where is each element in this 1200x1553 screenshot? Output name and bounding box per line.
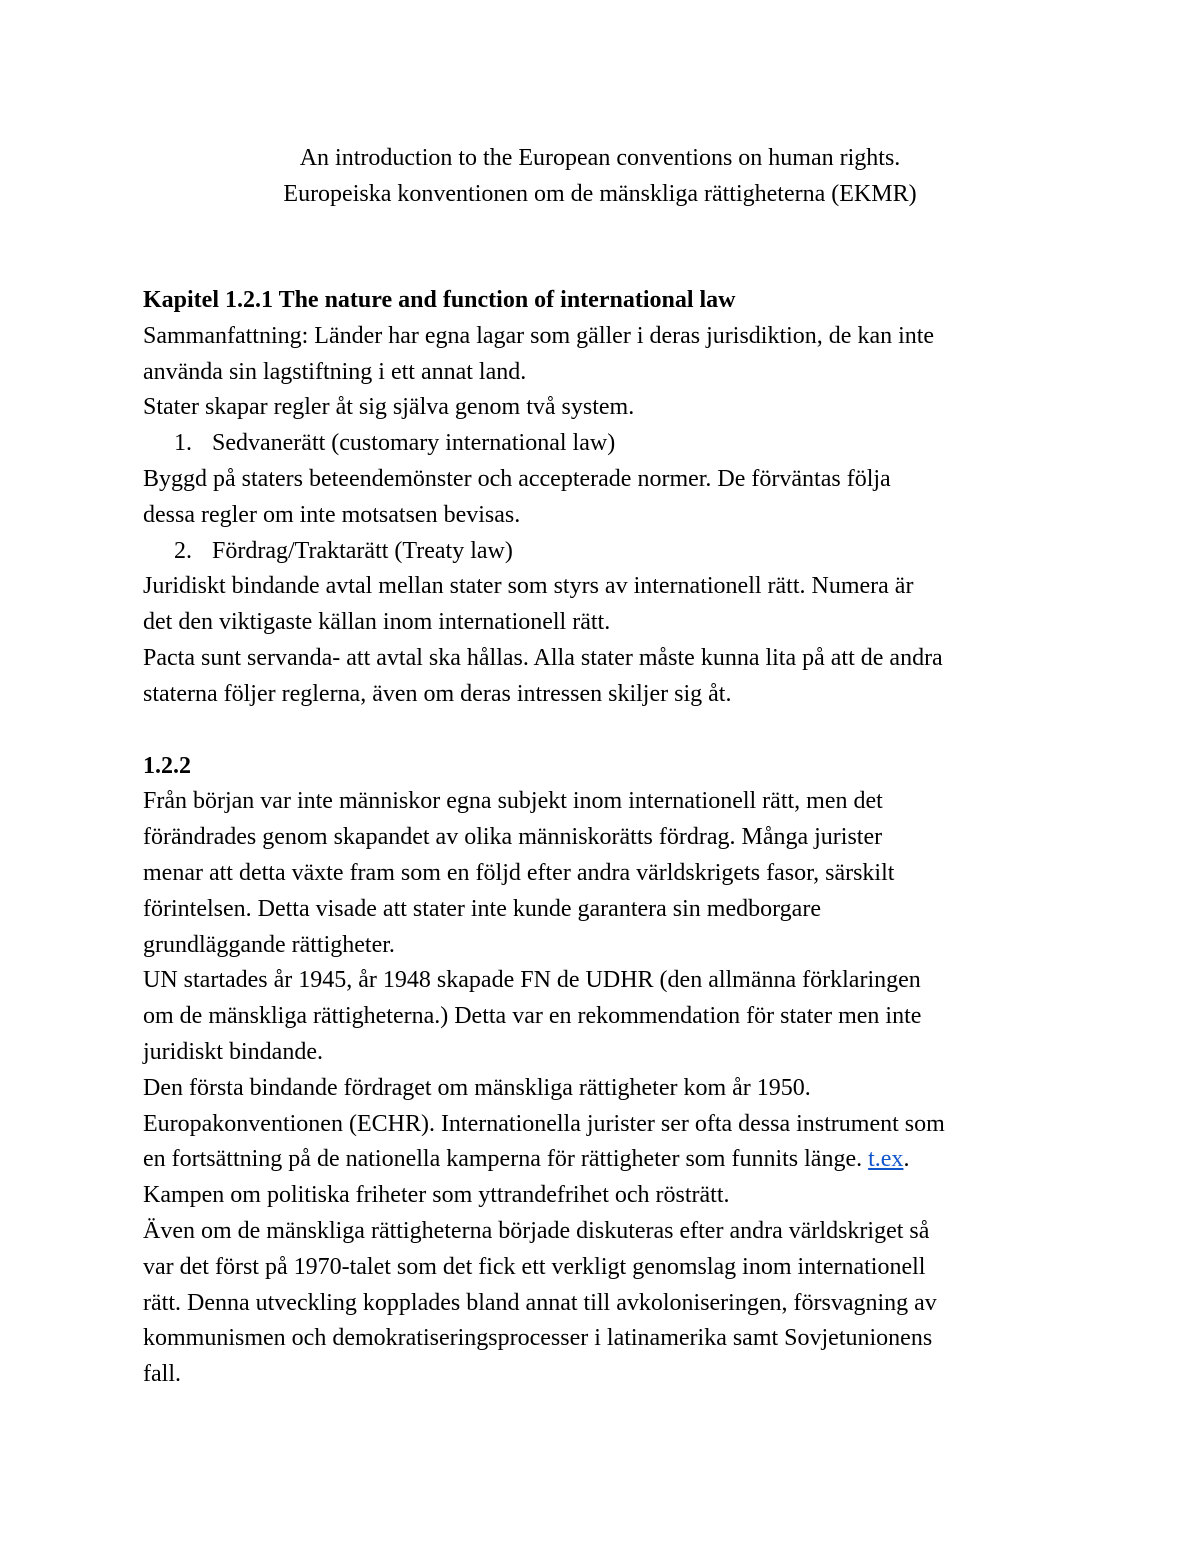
list-number: 1. xyxy=(174,430,192,457)
paragraph-line: förändrades genom skapandet av olika människorätts fördrag. Många jurister xyxy=(143,824,883,851)
paragraph-line: juridiskt bindande. xyxy=(143,1038,323,1065)
title-line-swedish: Europeiska konventionen om de mänskliga rättigheterna (EKMR) xyxy=(283,181,917,207)
paragraph-line: förintelsen. Detta visade att stater inte kunde garantera sin medborgare xyxy=(143,895,821,922)
list-number: 2. xyxy=(174,537,192,564)
paragraph-spacer xyxy=(143,713,1073,749)
list-item-treaty-law xyxy=(143,534,1073,570)
paragraph-line: Juridiskt bindande avtal mellan stater som styrs av internationell rätt. Numera är xyxy=(143,573,914,600)
list-item-customary-law xyxy=(143,426,1073,462)
paragraph-line: rätt. Denna utveckling kopplades bland annat till avkoloniseringen, försvagning av xyxy=(143,1289,937,1316)
paragraph-line: var det först på 1970-talet som det fick ett verkligt genomslag inom internationell xyxy=(143,1253,926,1280)
section-heading-1-2-1: Kapitel 1.2.1 The nature and function of international law xyxy=(143,287,736,313)
document-body xyxy=(143,283,1073,1393)
link-line-suffix: . xyxy=(903,1146,910,1173)
systems-intro: Stater skapar regler åt sig själva genom två system. xyxy=(143,394,635,421)
paragraph-line-with-link xyxy=(143,1142,1073,1178)
title-line-english: An introduction to the European conventions on human rights. xyxy=(299,145,901,171)
paragraph-line: Pacta sunt servanda- att avtal ska hållas. Alla stater måste kunna lita på att de andra xyxy=(143,644,943,671)
paragraph-line: menar att detta växte fram som en följd efter andra världskrigets fasor, särskilt xyxy=(143,859,895,886)
paragraph-line: kommunismen och demokratiseringsprocesser i latinamerika samt Sovjetunionens xyxy=(143,1325,933,1352)
paragraph-line: Den första bindande fördraget om mänskliga rättigheter kom år 1950. xyxy=(143,1074,811,1101)
list-item-text: Sedvanerätt (customary international law) xyxy=(212,430,616,457)
paragraph-line: grundläggande rättigheter. xyxy=(143,931,395,958)
t-ex-link[interactable]: t.ex xyxy=(868,1146,904,1173)
paragraph-line: det den viktigaste källan inom internationell rätt. xyxy=(143,609,611,636)
document-title xyxy=(0,140,1200,212)
summary-line: använda sin lagstiftning i ett annat land. xyxy=(143,358,527,385)
paragraph-line: UN startades år 1945, år 1948 skapade FN de UDHR (den allmänna förklaringen xyxy=(143,967,921,994)
list-item-text: Fördrag/Traktarätt (Treaty law) xyxy=(212,537,513,564)
paragraph-line: Även om de mänskliga rättigheterna började diskuteras efter andra världskriget så xyxy=(143,1217,930,1244)
paragraph-line: Kampen om politiska friheter som yttrandefrihet och rösträtt. xyxy=(143,1182,730,1209)
paragraph-line: Från början var inte människor egna subjekt inom internationell rätt, men det xyxy=(143,788,883,815)
paragraph-line: staterna följer reglerna, även om deras intressen skiljer sig åt. xyxy=(143,680,732,707)
paragraph-line: Byggd på staters beteendemönster och accepterade normer. De förväntas följa xyxy=(143,465,891,492)
paragraph-line: om de mänskliga rättigheterna.) Detta var en rekommendation för stater men inte xyxy=(143,1003,922,1030)
link-line-prefix: en fortsättning på de nationella kamperna för rättigheter som funnits länge. xyxy=(143,1146,869,1173)
paragraph-line: dessa regler om inte motsatsen bevisas. xyxy=(143,501,521,528)
paragraph-line: fall. xyxy=(143,1361,181,1388)
summary-line: Sammanfattning: Länder har egna lagar som gäller i deras jurisdiktion, de kan inte xyxy=(143,322,935,349)
paragraph-line: Europakonventionen (ECHR). Internationella jurister ser ofta dessa instrument som xyxy=(143,1110,945,1137)
section-heading-1-2-2: 1.2.2 xyxy=(143,752,191,779)
